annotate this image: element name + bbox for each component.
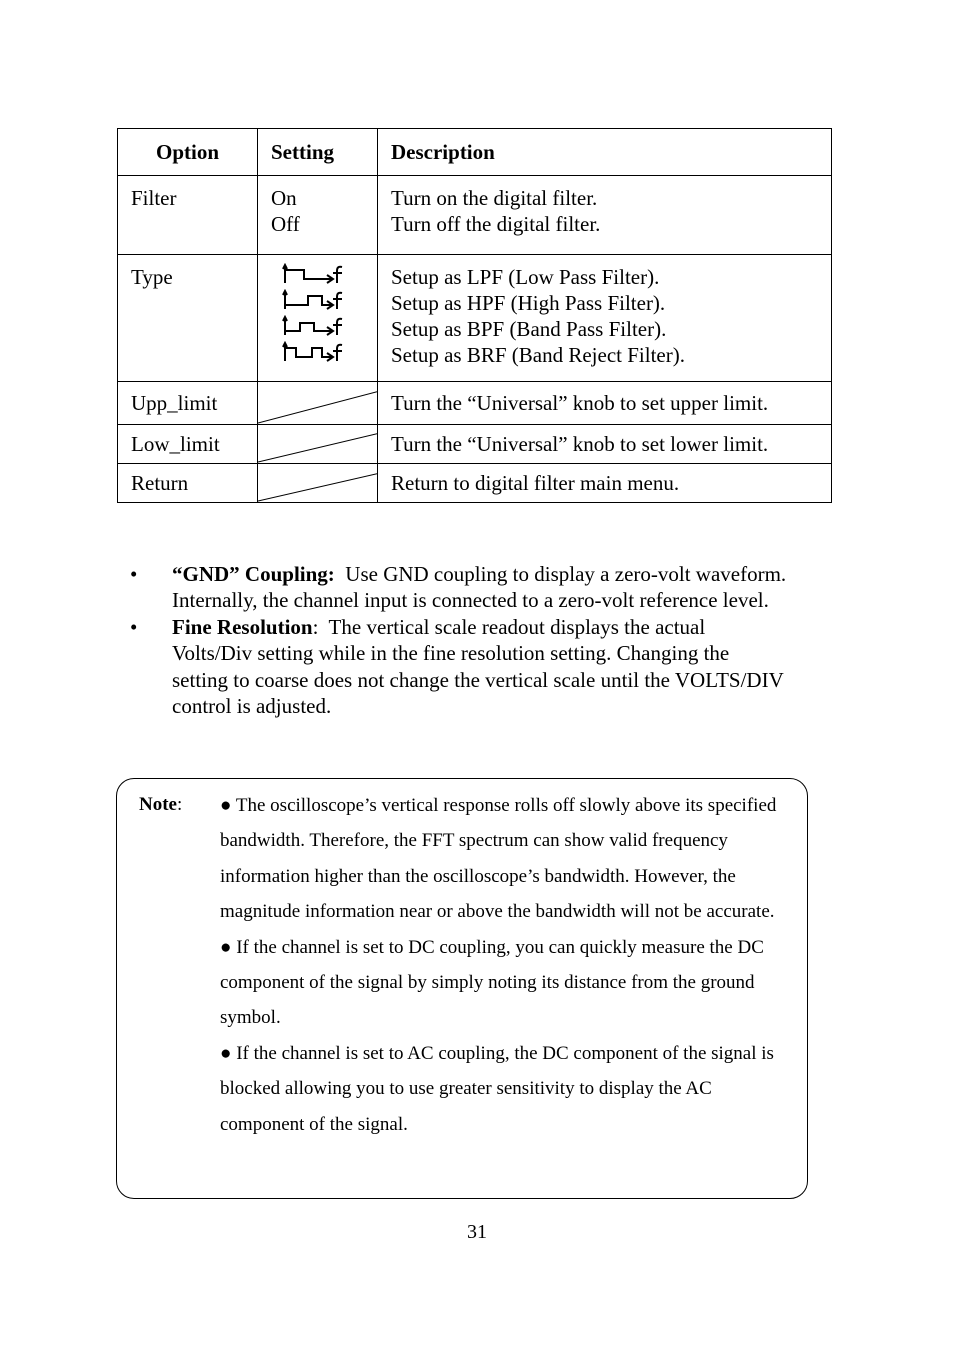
note-label-text: Note: [139, 794, 177, 815]
return-option: Return: [118, 464, 258, 503]
bullet-term-gnd: “GND” Coupling:: [172, 562, 335, 586]
header-option: Option: [118, 129, 258, 176]
filter-desc-off: Turn off the digital filter.: [391, 212, 601, 236]
type-settings: [258, 255, 378, 382]
filter-option: Filter: [118, 176, 258, 255]
header-description: Description: [378, 129, 832, 176]
filter-descriptions: [378, 176, 832, 255]
bpf-filter-icon: [282, 315, 348, 337]
filter-desc-on: Turn on the digital filter.: [391, 186, 598, 210]
type-desc-hpf: Setup as HPF (High Pass Filter).: [391, 291, 666, 315]
diagonal-slash-icon: [258, 464, 377, 502]
type-desc-bpf: Setup as BPF (Band Pass Filter).: [391, 317, 667, 341]
note-paragraph-bandwidth: ● The oscilloscope’s vertical response rolls off slowly above its specified bandwidth. Therefore, the FFT spectrum can show valid frequency information higher than the oscilloscope’s bandwidth. However, the magnitude information near or above the bandwidth will not be accurate.: [220, 795, 777, 923]
lpf-filter-icon: [282, 263, 348, 285]
hpf-filter-icon: [282, 289, 348, 311]
note-label-colon: :: [176, 794, 183, 815]
note-paragraph-ac: ● If the channel is set to AC coupling, the DC component of the signal is blocked allowing you to use greater sensitivity to display the AC component of the signal.: [220, 1042, 774, 1135]
coupling-bullet-list: [130, 561, 790, 719]
filter-options-table: [117, 128, 832, 503]
header-setting: Setting: [258, 129, 378, 176]
filter-setting-on: On: [271, 186, 297, 210]
type-option: Type: [118, 255, 258, 382]
brf-filter-icon: [282, 341, 348, 363]
upp-limit-setting-empty: [258, 382, 378, 425]
return-description: Return to digital filter main menu.: [378, 464, 832, 503]
type-desc-brf: Setup as BRF (Band Reject Filter).: [391, 343, 685, 367]
note-label: [139, 793, 182, 817]
table-row-low-limit: [118, 425, 832, 464]
filter-settings: [258, 176, 378, 255]
note-text: [220, 788, 795, 1142]
type-desc-lpf: Setup as LPF (Low Pass Filter).: [391, 265, 660, 289]
bullet-text-gnd: Use GND coupling to display a zero-volt waveform. Internally, the channel input is connected to a zero-volt reference level.: [172, 562, 792, 613]
bullet-fine-resolution: [130, 614, 790, 720]
table-row-upp-limit: [118, 382, 832, 425]
table-header-row: [118, 129, 832, 176]
table-row-filter: [118, 176, 832, 255]
low-limit-option: Low_limit: [118, 425, 258, 464]
upp-limit-description: Turn the “Universal” knob to set upper limit.: [378, 382, 832, 425]
low-limit-description: Turn the “Universal” knob to set lower limit.: [378, 425, 832, 464]
filter-setting-off: Off: [271, 212, 300, 236]
low-limit-setting-empty: [258, 425, 378, 464]
diagonal-slash-icon: [258, 425, 377, 463]
bullet-term-fine: Fine Resolution: [172, 614, 313, 639]
page-number: 31: [467, 1221, 487, 1243]
diagonal-slash-icon: [258, 382, 377, 424]
bullet-dot-icon: •: [130, 562, 138, 586]
table-row-return: [118, 464, 832, 503]
return-setting-empty: [258, 464, 378, 503]
note-box: [116, 778, 808, 1199]
bullet-dot-icon: •: [130, 614, 138, 639]
table-row-type: [118, 255, 832, 382]
note-paragraph-dc: ● If the channel is set to DC coupling, you can quickly measure the DC component of the signal by simply noting its distance from the ground symbol.: [220, 936, 764, 1029]
bullet-text-fine: : The vertical scale readout displays the actual Volts/Div setting while in the fine resolution setting. Changing the setting to coarse does not change the vertical scale until the VOLTS/DIV control is adjusted.: [172, 614, 789, 719]
bullet-gnd-coupling: [130, 561, 790, 614]
type-descriptions: [378, 255, 832, 382]
upp-limit-option: Upp_limit: [118, 382, 258, 425]
